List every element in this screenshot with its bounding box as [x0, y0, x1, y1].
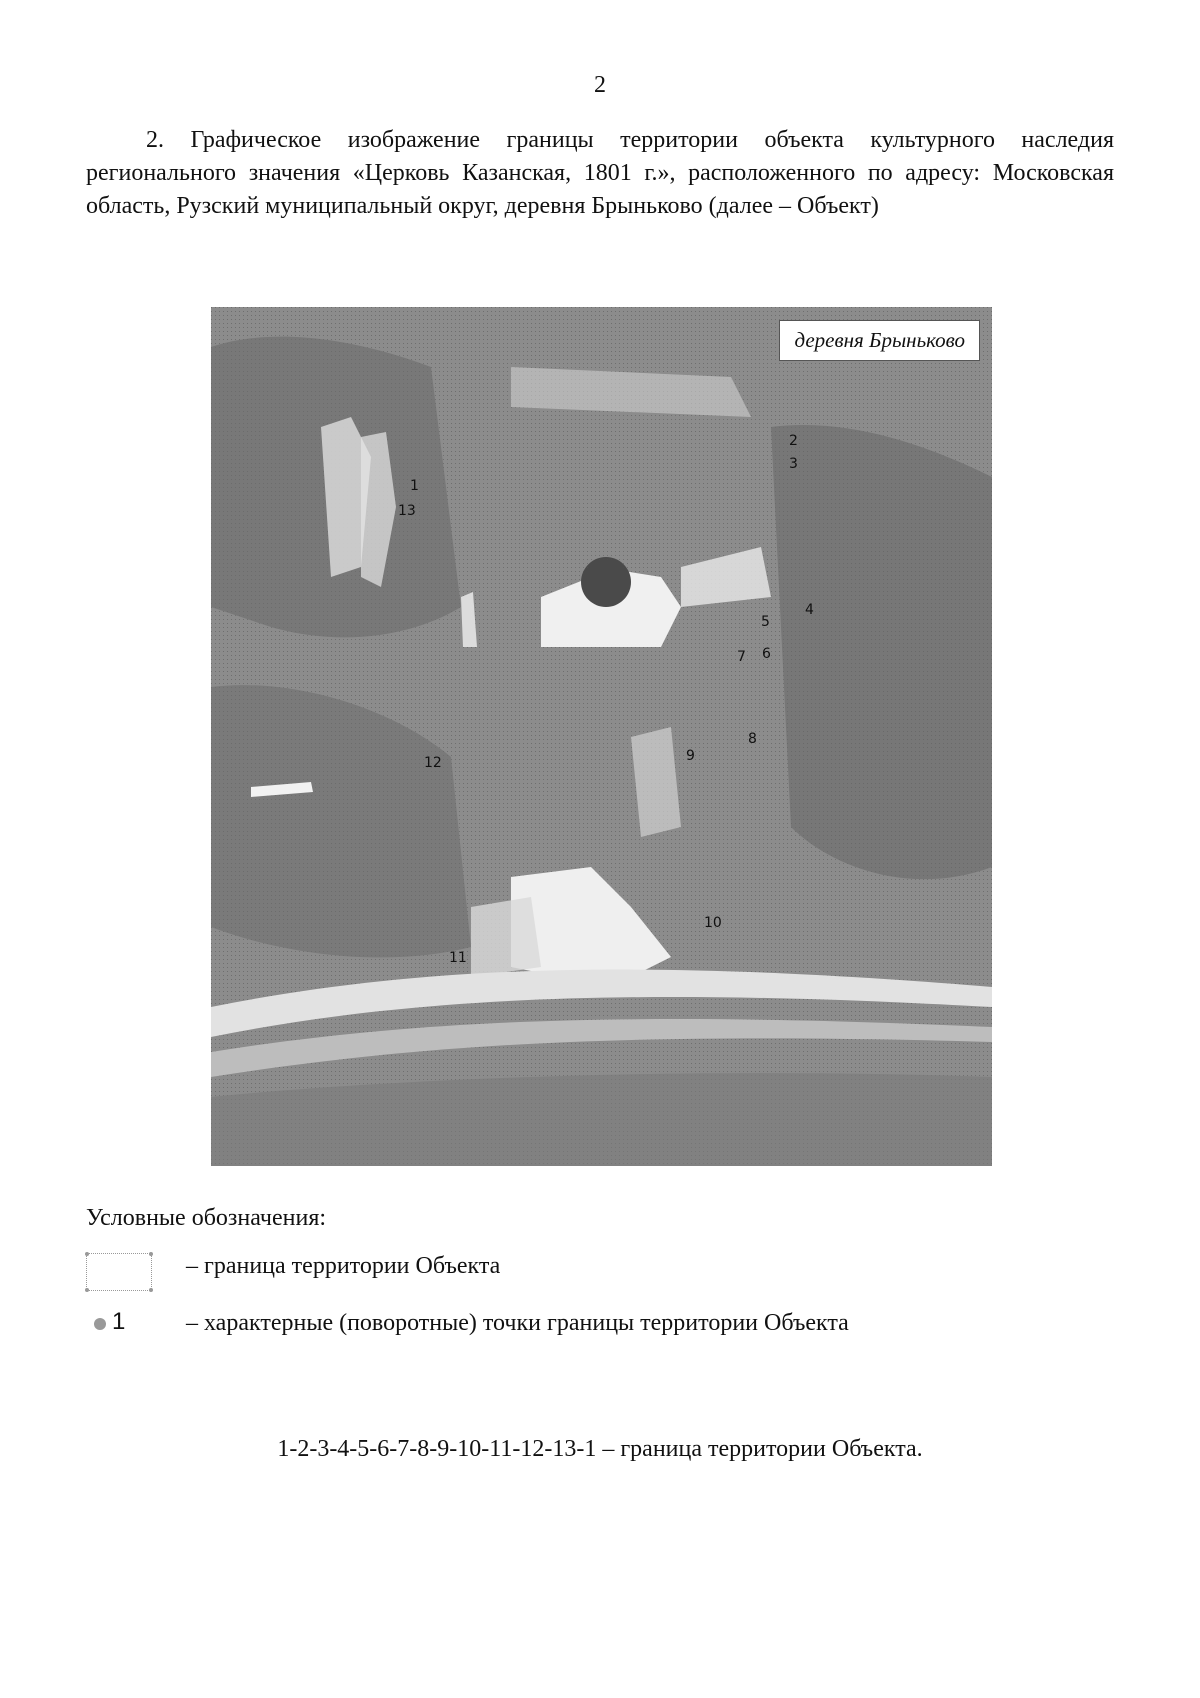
point-label: 11	[449, 950, 467, 966]
point-label: 1	[410, 478, 419, 494]
boundary-symbol-icon	[86, 1253, 152, 1291]
point-label: 6	[762, 646, 771, 662]
legend-boundary-text: – граница территории Объекта	[186, 1253, 501, 1279]
point-label: 12	[424, 755, 442, 771]
map-image	[211, 307, 992, 1166]
aerial-photo	[211, 307, 992, 1166]
point-label: 5	[761, 614, 770, 630]
point-label: 7	[737, 649, 746, 665]
point-symbol-icon	[94, 1318, 106, 1330]
boundary-route-text: 1-2-3-4-5-6-7-8-9-10-11-12-13-1 – граница территории Объекта.	[277, 1436, 923, 1462]
page-number: 2	[594, 72, 606, 98]
map-location-label: деревня Брыньково	[779, 320, 980, 361]
legend-point-text: – характерные (поворотные) точки границы территории Объекта	[186, 1310, 849, 1336]
intro-paragraph: 2. Графическое изображение границы территории объекта культурного наследия регионального значения «Церковь Казанская, 1801 г.», расположенного по адресу: Московская область, Рузский муниципальный округ, деревня Брыньково (далее – Объект)	[86, 127, 1114, 219]
point-label: 13	[398, 503, 416, 519]
point-label: 2	[789, 433, 798, 449]
point-label: 3	[789, 456, 798, 472]
point-label: 9	[686, 748, 695, 764]
point-label: 4	[805, 602, 814, 618]
point-label: 8	[748, 731, 757, 747]
point-label: 10	[704, 915, 722, 931]
legend-title: Условные обозначения:	[86, 1205, 327, 1231]
legend-point-number: 1	[112, 1308, 126, 1335]
